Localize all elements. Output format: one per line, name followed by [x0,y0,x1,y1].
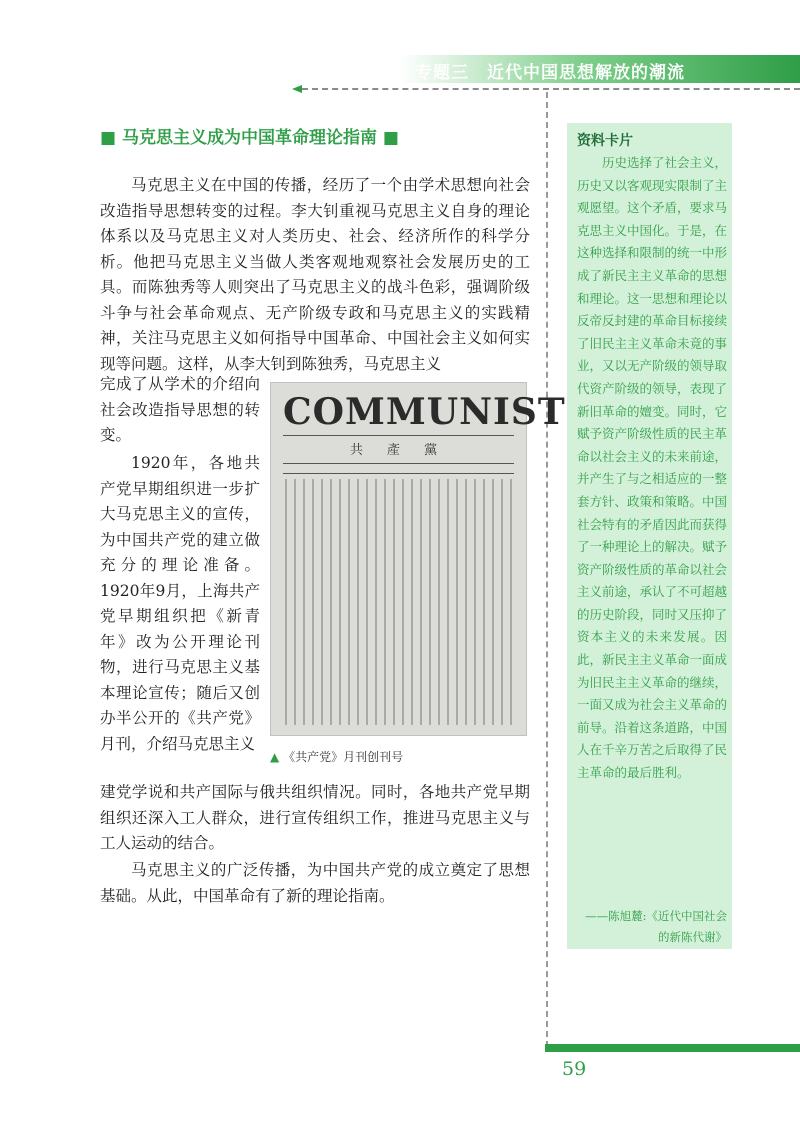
paragraph-1-continued: 完成了从学术的介绍向社会改造指导思想的转变。 [100,375,260,444]
journal-cover-image [270,382,566,736]
card-source: ——陈旭麓:《近代中国社会的新陈代谢》 [585,909,727,944]
chapter-title: 专题三 近代中国思想解放的潮流 [415,63,685,83]
column-divider [546,92,548,1047]
section-title: ■ 马克思主义成为中国革命理论指南 ■ [100,128,399,148]
paragraph-3: 马克思主义的广泛传播，为中国共产党的成立奠定了思想基础。从此，中国革命有了新的理论指南。 [100,861,530,905]
figure-caption [270,748,403,765]
cover-text-columns [285,479,512,725]
paragraph-2: 1920年，各地共产党早期组织进一步扩大马克思主义的宣传，为中国共产党的建立做充分的理论准备。1920年9月，上海共产党早期组织把《新青年》改为公开理论刊物，进行马克思主义基本理论宣传；随后又创办半公开的《共产党》月刊，介绍马克思主义 [100,454,260,753]
card-title: 资料卡片 [577,133,633,149]
footer-bar [545,1044,800,1052]
card-text: 历史选择了社会主义，历史又以客观现实限制了主观愿望。这个矛盾，要求马克思主义中国化。于是，在这种选择和限制的统一中形成了新民主主义革命的思想和理论。这一思想和理论以反帝反封建的革命目标接续了旧民主主义革命未竟的事业，又以无产阶级的领导取代资产阶级的领导，表现了新旧革命的嬗变。同时，它赋予资产阶级性质的民主革命以社会主义的未来前途，并产生了与之相适应的一整套方针、政策和策略。中国社会特有的矛盾因此而获得了一种理论上的解决。赋予资产阶级性质的革命以社会主义前途，承认了不可超越的历史阶段，同时又压抑了资本主义的未来发展。因此，新民主主义革命一面成为旧民主主义革命的继续，一面又成为社会主义革命的前导。沿着这条道路，中国人在千辛万苦之后取得了民主革命的最后胜利。 [577,155,728,781]
journal-chinese-title: 共 產 黨 [349,443,448,458]
header-divider [302,88,800,90]
caption-text: 《共产党》月刊创刊号 [283,750,404,764]
arrow-left-icon [292,85,302,93]
page-number: 59 [562,1058,587,1080]
journal-masthead: COMMUNIST [283,391,566,433]
cover-rule [283,435,514,436]
triangle-marker-icon: ▲ [270,750,280,764]
cover-rule [283,473,514,474]
paragraph-1: 马克思主义在中国的传播，经历了一个由学术思想向社会改造指导思想转变的过程。李大钊重视马克思主义自身的理论体系以及马克思主义对人类历史、社会、经济所作的科学分析。他把马克思主义当做人类客观地观察社会发展历史的工具。而陈独秀等人则突出了马克思主义的战斗色彩，强调阶级斗争与社会革命观点、无产阶级专政和马克思主义的实践精神，关注马克思主义如何指导中国革命、中国社会主义如何实现等问题。这样，从李大钊到陈独秀，马克思主义 [100,176,530,373]
cover-rule [283,463,514,464]
paragraph-2-continued: 建党学说和共产国际与俄共组织情况。同时，各地共产党早期组织还深入工人群众，进行宣传组织工作，推进马克思主义与工人运动的结合。 [100,783,530,852]
